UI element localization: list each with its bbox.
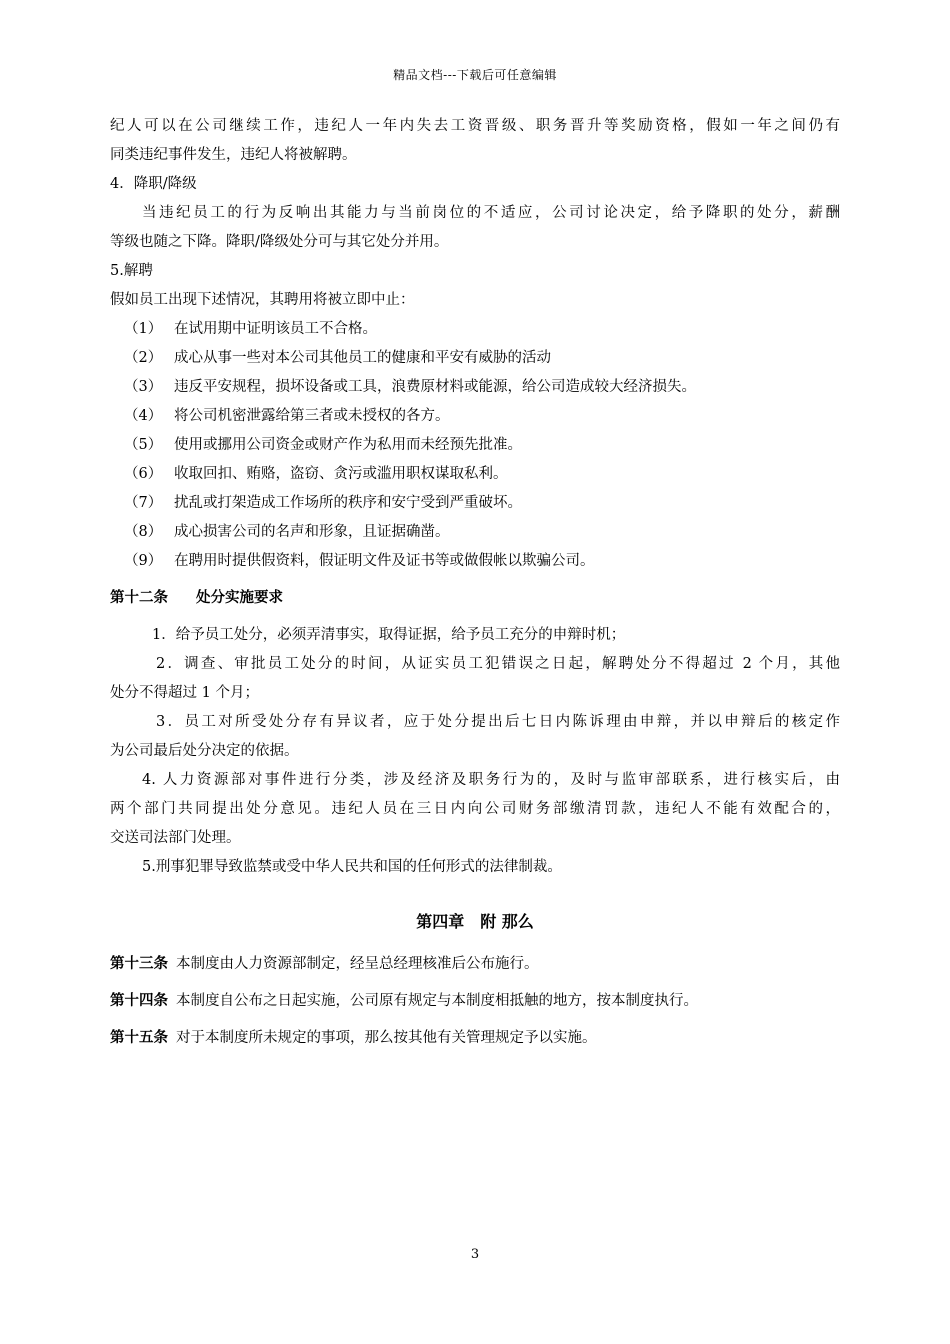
list-item	[110, 547, 840, 576]
list-item-text: 在试用期中证明该员工不合格。	[174, 321, 377, 337]
article-14-label: 第十四条	[110, 993, 168, 1009]
article-12-p3-line-1: 3．员工对所受处分存有异议者，应于处分提出后七日内陈诉理由申辩，并以申辩后的核定作	[156, 714, 840, 730]
list-item-number: （3）	[124, 379, 163, 395]
list-item-number: （7）	[124, 495, 163, 511]
list-item	[110, 460, 840, 489]
article-13-label: 第十三条	[110, 956, 168, 972]
list-item	[110, 373, 840, 402]
list-item-text: 违反平安规程，损坏设备或工具，浪费原材料或能源，给公司造成较大经济损失。	[174, 379, 696, 395]
article-12-p3-line-2: 为公司最后处分决定的依据。	[110, 743, 299, 759]
article-12-p4-line-2: 两个部门共同提出处分意见。违纪人员在三日内向公司财务部缴清罚款，违纪人不能有效配合的，	[110, 801, 840, 817]
article-14-text: 本制度自公布之日起实施，公司原有规定与本制度相抵触的地方，按本制度执行。	[176, 993, 698, 1009]
dismissal-list	[110, 315, 840, 576]
list-item-text: 使用或挪用公司资金或财产作为私用而未经预先批准。	[174, 437, 522, 453]
list-item	[110, 402, 840, 431]
spacer	[110, 576, 840, 584]
spacer	[110, 613, 840, 621]
article-12-p5: 5.刑事犯罪导致监禁或受中华人民共和国的任何形式的法律制裁。	[142, 859, 562, 875]
list-item-text: 在聘用时提供假资料，假证明文件及证书等或做假帐以欺骗公司。	[174, 553, 595, 569]
article-13-text: 本制度由人力资源部制定，经呈总经理核准后公布施行。	[176, 956, 539, 972]
spacer	[110, 1016, 840, 1024]
continuation-line-1: 纪人可以在公司继续工作，违纪人一年内失去工资晋级、职务晋升等奖励资格，假如一年之间仍有	[110, 118, 840, 134]
list-item-number: （4）	[124, 408, 163, 424]
chapter-4-title: 第四章 附 那么	[416, 912, 534, 931]
article-12-p1: 1．给予员工处分，必须弄清事实，取得证据，给予员工充分的申辩时机；	[152, 627, 626, 643]
demotion-line-1: 当违纪员工的行为反响出其能力与当前岗位的不适应，公司讨论决定，给予降职的处分，薪酬	[142, 205, 840, 221]
article-15	[110, 1024, 840, 1053]
article-12-p4-line-1: 4. 人力资源部对事件进行分类，涉及经济及职务行为的，及时与监审部联系，进行核实后，由	[142, 772, 840, 788]
demotion-line-2: 等级也随之下降。降职/降级处分可与其它处分并用。	[110, 234, 449, 250]
article-12-p2-line-1: 2．调查、审批员工处分的时间，从证实员工犯错误之日起，解聘处分不得超过 2 个月，其他	[156, 656, 840, 672]
dismissal-heading: 5.解聘	[110, 263, 153, 279]
article-14	[110, 987, 840, 1016]
article-12-label: 第十二条	[110, 590, 168, 606]
article-15-label: 第十五条	[110, 1030, 168, 1046]
article-15-text: 对于本制度所未规定的事项，那么按其他有关管理规定予以实施。	[176, 1030, 597, 1046]
list-item-text: 扰乱或打架造成工作场所的秩序和安宁受到严重破坏。	[174, 495, 522, 511]
list-item-text: 成心从事一些对本公司其他员工的健康和平安有威胁的活动	[174, 350, 551, 366]
demotion-heading: 4．降职/降级	[110, 176, 197, 192]
list-item	[110, 431, 840, 460]
list-item	[110, 518, 840, 547]
list-item-number: （1）	[124, 321, 163, 337]
page-number: 3	[470, 1247, 480, 1262]
article-12-heading	[110, 584, 840, 613]
spacer	[110, 882, 840, 902]
spacer	[110, 979, 840, 987]
article-13	[110, 950, 840, 979]
article-12-title: 处分实施要求	[196, 590, 283, 606]
page-header: 精品文档---下载后可任意编辑	[393, 68, 557, 82]
list-item-number: （8）	[124, 524, 163, 540]
list-item	[110, 489, 840, 518]
page-content	[110, 112, 840, 1053]
article-12-p4-line-3: 交送司法部门处理。	[110, 830, 241, 846]
list-item	[110, 315, 840, 344]
list-item-text: 将公司机密泄露给第三者或未授权的各方。	[174, 408, 450, 424]
list-item-text: 成心损害公司的名声和形象，且证据确凿。	[174, 524, 450, 540]
list-item-number: （9）	[124, 553, 163, 569]
list-item	[110, 344, 840, 373]
continuation-line-2: 同类违纪事件发生，违纪人将被解聘。	[110, 147, 357, 163]
list-item-text: 收取回扣、贿赂，盗窃、贪污或滥用职权谋取私利。	[174, 466, 508, 482]
spacer	[110, 942, 840, 950]
list-item-number: （5）	[124, 437, 163, 453]
dismissal-intro: 假如员工出现下述情况，其聘用将被立即中止：	[110, 292, 415, 308]
article-12-p2-line-2: 处分不得超过 1 个月；	[110, 685, 259, 701]
list-item-number: （2）	[124, 350, 163, 366]
list-item-number: （6）	[124, 466, 163, 482]
